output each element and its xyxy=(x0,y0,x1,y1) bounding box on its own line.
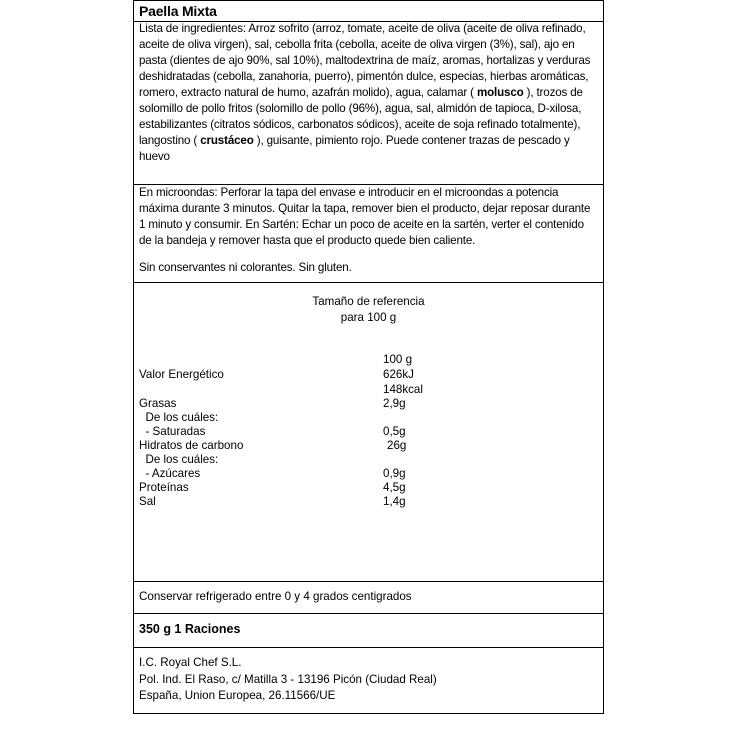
net-content: 350 g 1 Raciones xyxy=(139,622,241,636)
nutrient-value: 4,5g xyxy=(383,481,406,494)
nutrient-value: 26g xyxy=(387,439,407,452)
nutrient-value: 0,9g xyxy=(383,467,406,480)
nutrient-label: Proteínas xyxy=(139,481,189,494)
storage-instructions: Conservar refrigerado entre 0 y 4 grados centigrados xyxy=(139,590,412,603)
product-title: Paella Mixta xyxy=(139,3,217,19)
allergen-highlight: crustáceo xyxy=(200,134,254,147)
energy-label: Valor Energético xyxy=(139,368,224,381)
nutrient-label: De los cuáles: xyxy=(139,453,219,466)
nutrient-label: - Azúcares xyxy=(139,467,201,480)
nutrient-label: Hidratos de carbono xyxy=(139,439,244,452)
company-name: I.C. Royal Chef S.L. xyxy=(139,656,242,669)
divider xyxy=(134,282,603,283)
ingredients-text: Lista de ingredientes: Arroz sofrito (arroz, tomate, aceite de oliva (aceite de oliva refinado, aceite de oliva virgen), sal, cebolla frita (cebolla, aceite de oliva virgen (3%), sal), ajo en pasta (dientes de ajo 90%, sal 10%), maltodextrina de maíz, aromas, hortalizas y verduras deshidratadas (cebolla, zanahoria, puerro), pimentón dulce, especias, hierbas aromáticas, romero, extracto natural de humo, azafrán molido), agua, calamar ( xyxy=(139,22,591,99)
label-panel xyxy=(133,0,604,714)
energy-kj-value: 626kJ xyxy=(383,368,414,381)
energy-kcal-value: 148kcal xyxy=(383,383,423,396)
reference-size-line2: para 100 g xyxy=(340,311,397,324)
nutrient-value: 0,5g xyxy=(383,425,406,438)
company-address: Pol. Ind. El Raso, c/ Matilla 3 - 13196 Picón (Ciudad Real) xyxy=(139,673,437,686)
reference-size-line1: Tamaño de referencia xyxy=(312,295,425,308)
ingredients-list xyxy=(139,21,597,165)
nutrient-label: Grasas xyxy=(139,397,177,410)
company-country-registry: España, Union Europea, 26.11566/UE xyxy=(139,689,336,702)
divider xyxy=(134,613,603,614)
nutrient-label: - Saturadas xyxy=(139,425,206,438)
ingredients-text: ), guisante, pimiento rojo. Puede contener trazas de pescado y huevo xyxy=(139,134,570,163)
preparation-notes: Sin conservantes ni colorantes. Sin gluten. xyxy=(139,261,352,274)
ingredients-text: ), trozos de solomillo de pollo fritos (solomillo de pollo (96%), agua, sal, almidón de tapioca, D-xilosa, estabilizantes (citratos sódicos, carbonatos sódicos), aceite de soja refinado totalmente), langostino ( xyxy=(139,86,583,147)
divider xyxy=(134,647,603,648)
nutrient-label: Sal xyxy=(139,495,156,508)
nutrient-label: De los cuáles: xyxy=(139,411,219,424)
nutrient-value: 2,9g xyxy=(383,397,406,410)
nutrient-value: 1,4g xyxy=(383,495,406,508)
nutrition-column-header: 100 g xyxy=(383,353,413,366)
preparation-instructions: En microondas: Perforar la tapa del envase e introducir en el microondas a potencia máxima durante 3 minutos. Quitar la tapa, remover bien el producto, dejar reposar durante 1 minuto y consumir. En Sartén: Echar un poco de aceite en la sartén, verter el contenido de la bandeja y remover hasta que el producto quede bien caliente. xyxy=(139,186,591,247)
allergen-highlight: molusco xyxy=(476,86,524,99)
divider xyxy=(134,581,603,582)
